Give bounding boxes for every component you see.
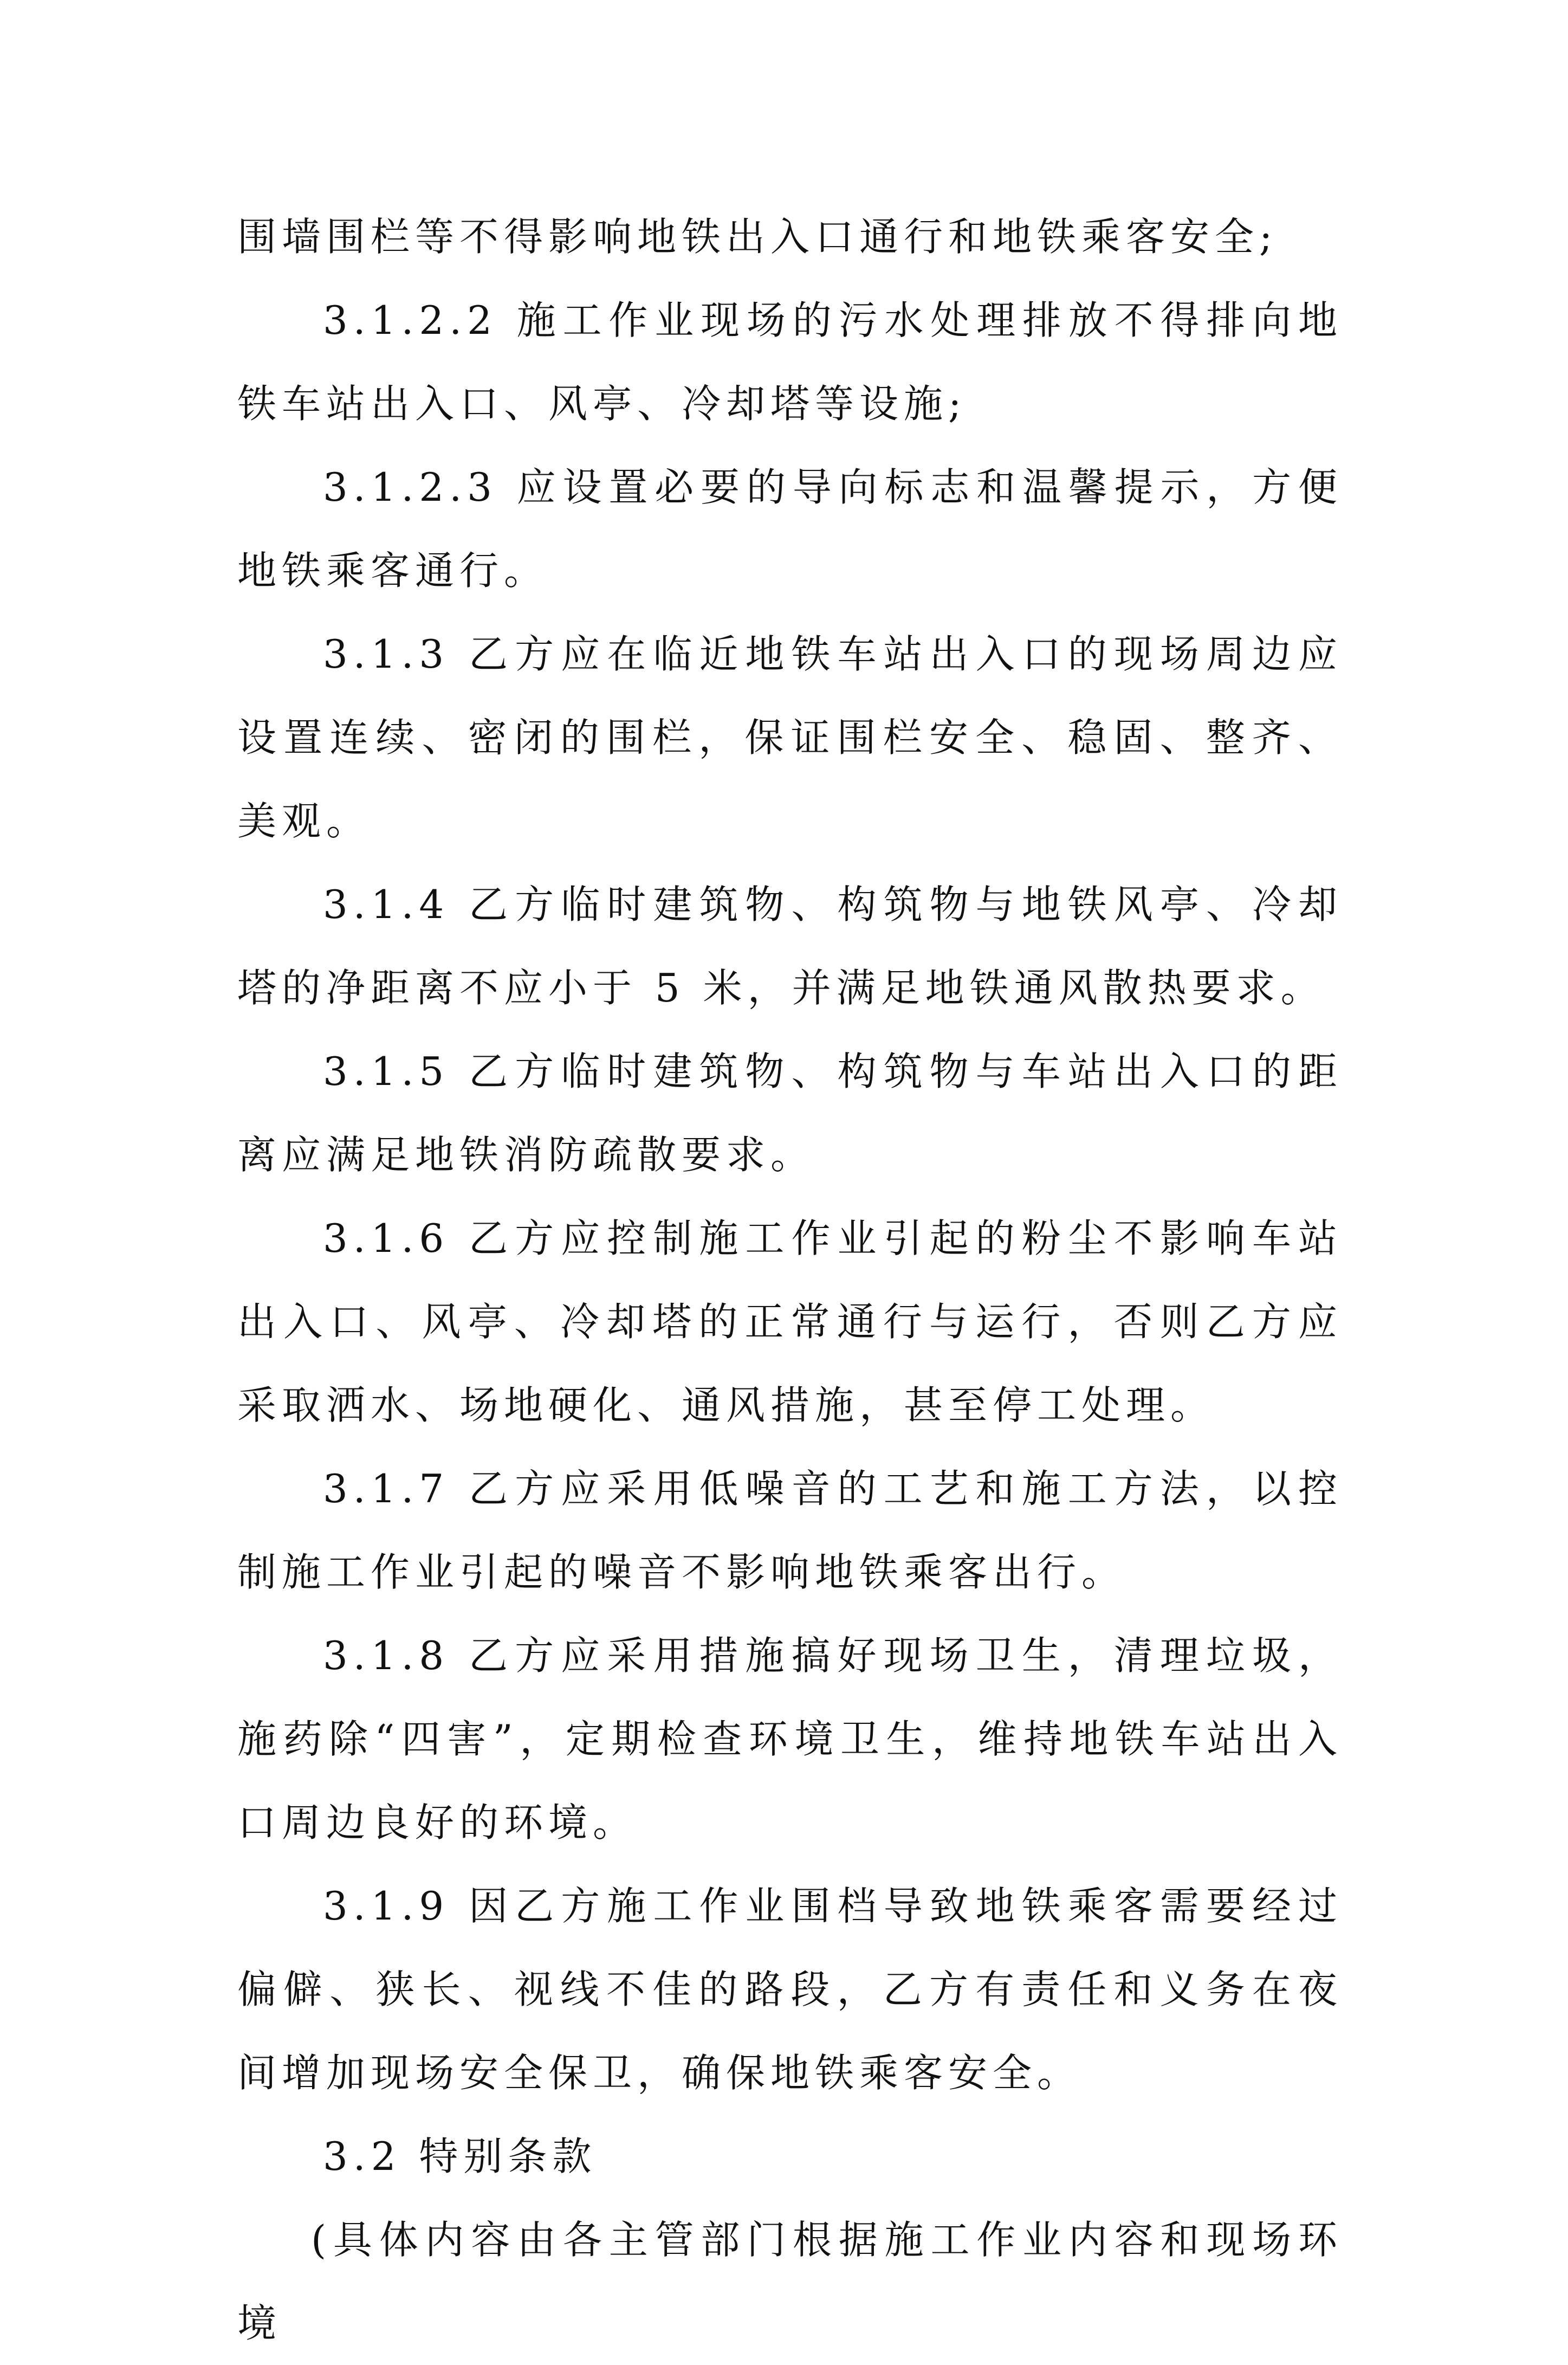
paragraph-3-1-2-3: 3.1.2.3 应设置必要的导向标志和温馨提示，方便地铁乘客通行。 xyxy=(237,464,1343,593)
paragraph-3-2-heading: 3.2 特别条款 xyxy=(323,2134,597,2179)
paragraph-3-1-5: 3.1.5 乙方临时建筑物、构筑物与车站出入口的距离应满足地铁消防疏散要求。 xyxy=(237,1049,1343,1178)
paragraph-continuation: 围墙围栏等不得影响地铁出入口通行和地铁乘客安全; xyxy=(237,214,1278,260)
body-text xyxy=(237,195,1343,2365)
paragraph-3-1-9: 3.1.9 因乙方施工作业围档导致地铁乘客需要经过偏僻、狭长、视线不佳的路段，乙方有责任和义务在夜间增加现场安全保卫，确保地铁乘客安全。 xyxy=(237,1883,1343,2096)
paragraph-3-1-6: 3.1.6 乙方应控制施工作业引起的粉尘不影响车站出入口、风亭、冷却塔的正常通行与运行，否则乙方应采取洒水、场地硬化、通风措施，甚至停工处理。 xyxy=(237,1216,1343,1428)
paragraph-note: (具体内容由各主管部门根据施工作业内容和现场环境 xyxy=(237,2217,1343,2346)
paragraph-3-1-7: 3.1.7 乙方应采用低噪音的工艺和施工方法，以控制施工作业引起的噪音不影响地铁乘客出行。 xyxy=(237,1466,1343,1595)
paragraph-3-1-2-2: 3.1.2.2 施工作业现场的污水处理排放不得排向地铁车站出入口、风亭、冷却塔等设施; xyxy=(237,298,1343,427)
paragraph-3-1-4: 3.1.4 乙方临时建筑物、构筑物与地铁风亭、冷却塔的净距离不应小于 5 米，并满足地铁通风散热要求。 xyxy=(237,882,1343,1011)
paragraph-3-1-8: 3.1.8 乙方应采用措施搞好现场卫生，清理垃圾，施药除“四害”，定期检查环境卫生，维持地铁车站出入口周边良好的环境。 xyxy=(237,1633,1343,1845)
paragraph-3-1-3: 3.1.3 乙方应在临近地铁车站出入口的现场周边应设置连续、密闭的围栏，保证围栏安全、稳固、整齐、美观。 xyxy=(237,631,1343,844)
